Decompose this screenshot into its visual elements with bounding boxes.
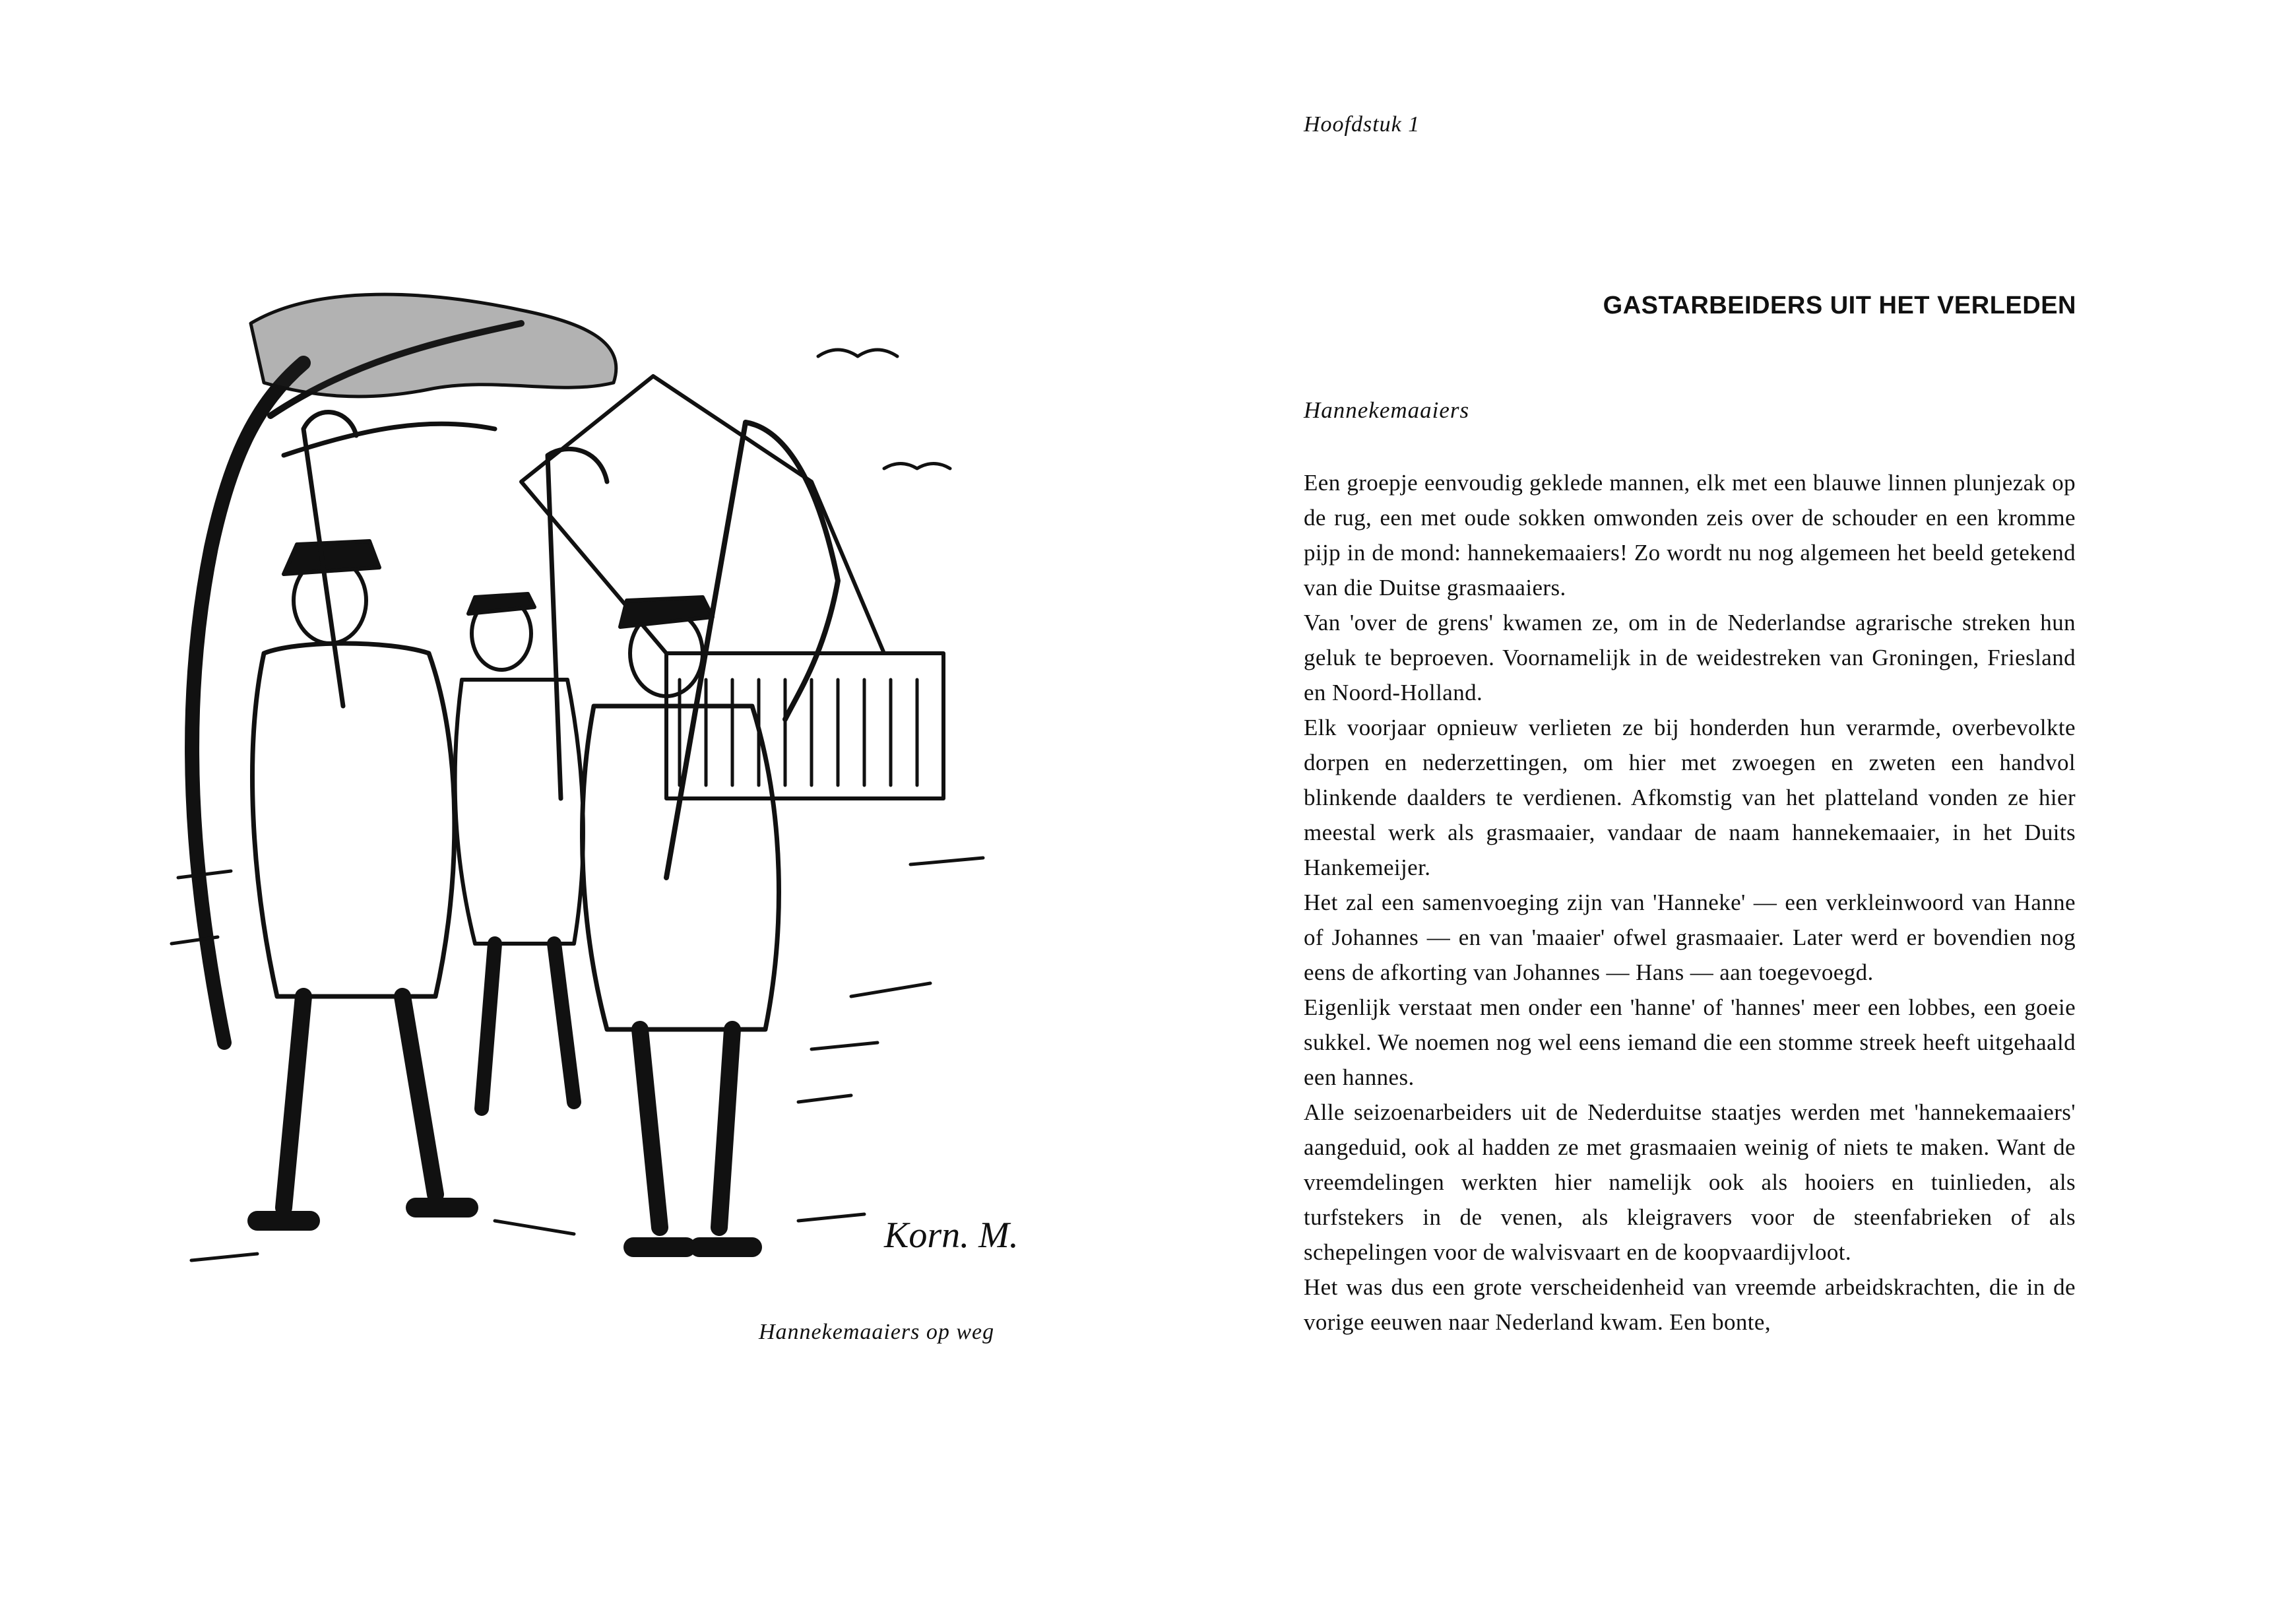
tree-trunk — [192, 363, 303, 1043]
illustration-hannekemaaiers — [152, 284, 1056, 1313]
chapter-title: GASTARBEIDERS UIT HET VERLEDEN — [1603, 292, 2076, 319]
figure-legs — [640, 1029, 732, 1227]
ink-drawing — [152, 284, 1056, 1313]
figure-legs — [482, 944, 574, 1109]
tree-foliage — [251, 294, 616, 397]
figure-coat — [455, 680, 583, 944]
figure-cap — [620, 597, 713, 627]
signature: Korn. M. — [884, 1215, 1019, 1256]
paragraph: Eigenlijk verstaat men onder een 'hanne' of 'hannes' meer een lobbes, een goeie sukkel. We noemen nog wel eens iemand die een stomme streek heeft uitgehaald een hannes. — [1304, 994, 2076, 1090]
paragraph: Een groepje eenvoudig geklede mannen, elk met een blauwe linnen plunjezak op de rug, een met oude sokken omwonden zeis over de schouder en een kromme pijp in de mond: hannekemaaiers! Zo wordt nu nog algemeen het beeld getekend van die Duitse grasmaaiers. — [1304, 470, 2076, 600]
paragraph: Van 'over de grens' kwamen ze, om in de Nederlandse agrarische streken hun geluk te beproeven. Voornamelijk in de weidestreken van Groningen, Friesland en Noord-Holland. — [1304, 610, 2076, 705]
right-page — [1148, 0, 2296, 1622]
figure-hat — [284, 541, 379, 574]
ground-stroke — [798, 983, 930, 1102]
paragraph: Het zal een samenvoeging zijn van 'Hanneke' — een verkleinwoord van Hanne of Johannes — en van 'maaier' ofwel grasmaaier. Later werd er bovendien nog eens de afkorting van Johannes — Hans — aan toegevoegd. — [1304, 890, 2076, 985]
paragraph: Elk voorjaar opnieuw verlieten ze bij honderden hun verarmde, overbevolkte dorpen en nederzettingen, om hier met zwoegen en zweten een handvol blinkende daalders te verdienen. Afkomstig van het platteland vonden ze hier meestal werk als grasmaaier, vandaar de naam hannekemaaier, in het Duits Hankemeijer. — [1304, 715, 2076, 880]
chapter-heading: Hoofdstuk 1 — [1304, 112, 1420, 137]
paragraph: Het was dus een grote verscheidenheid van vreemde arbeidskrachten, die in de vorige eeuwen naar Nederland kwam. Een bonte, — [1304, 1274, 2076, 1335]
scythe — [666, 422, 838, 878]
section-subtitle: Hannekemaaiers — [1304, 397, 1470, 423]
bird — [884, 464, 950, 469]
tree-branch — [284, 424, 495, 455]
illustration-caption: Hannekemaaiers op weg — [759, 1320, 995, 1344]
bird — [818, 350, 897, 356]
body-text — [1304, 465, 2076, 1340]
figure-legs — [284, 996, 435, 1208]
paragraph: Alle seizoenarbeiders uit de Nederduitse staatjes werden met 'hannekemaaiers' aangeduid, ook al hadden ze met grasmaaien weinig of niets te maken. Want de vreemdelingen werkten hier namelijk ook als hooiers en tuinlieden, als turfstekers in de venen, als kleigravers voor de steenfabrieken of als schepelingen voor de walvisvaart en de koopvaardijvloot. — [1304, 1099, 2076, 1265]
figure-coat — [253, 643, 455, 996]
farmhouse-wall — [666, 653, 943, 798]
